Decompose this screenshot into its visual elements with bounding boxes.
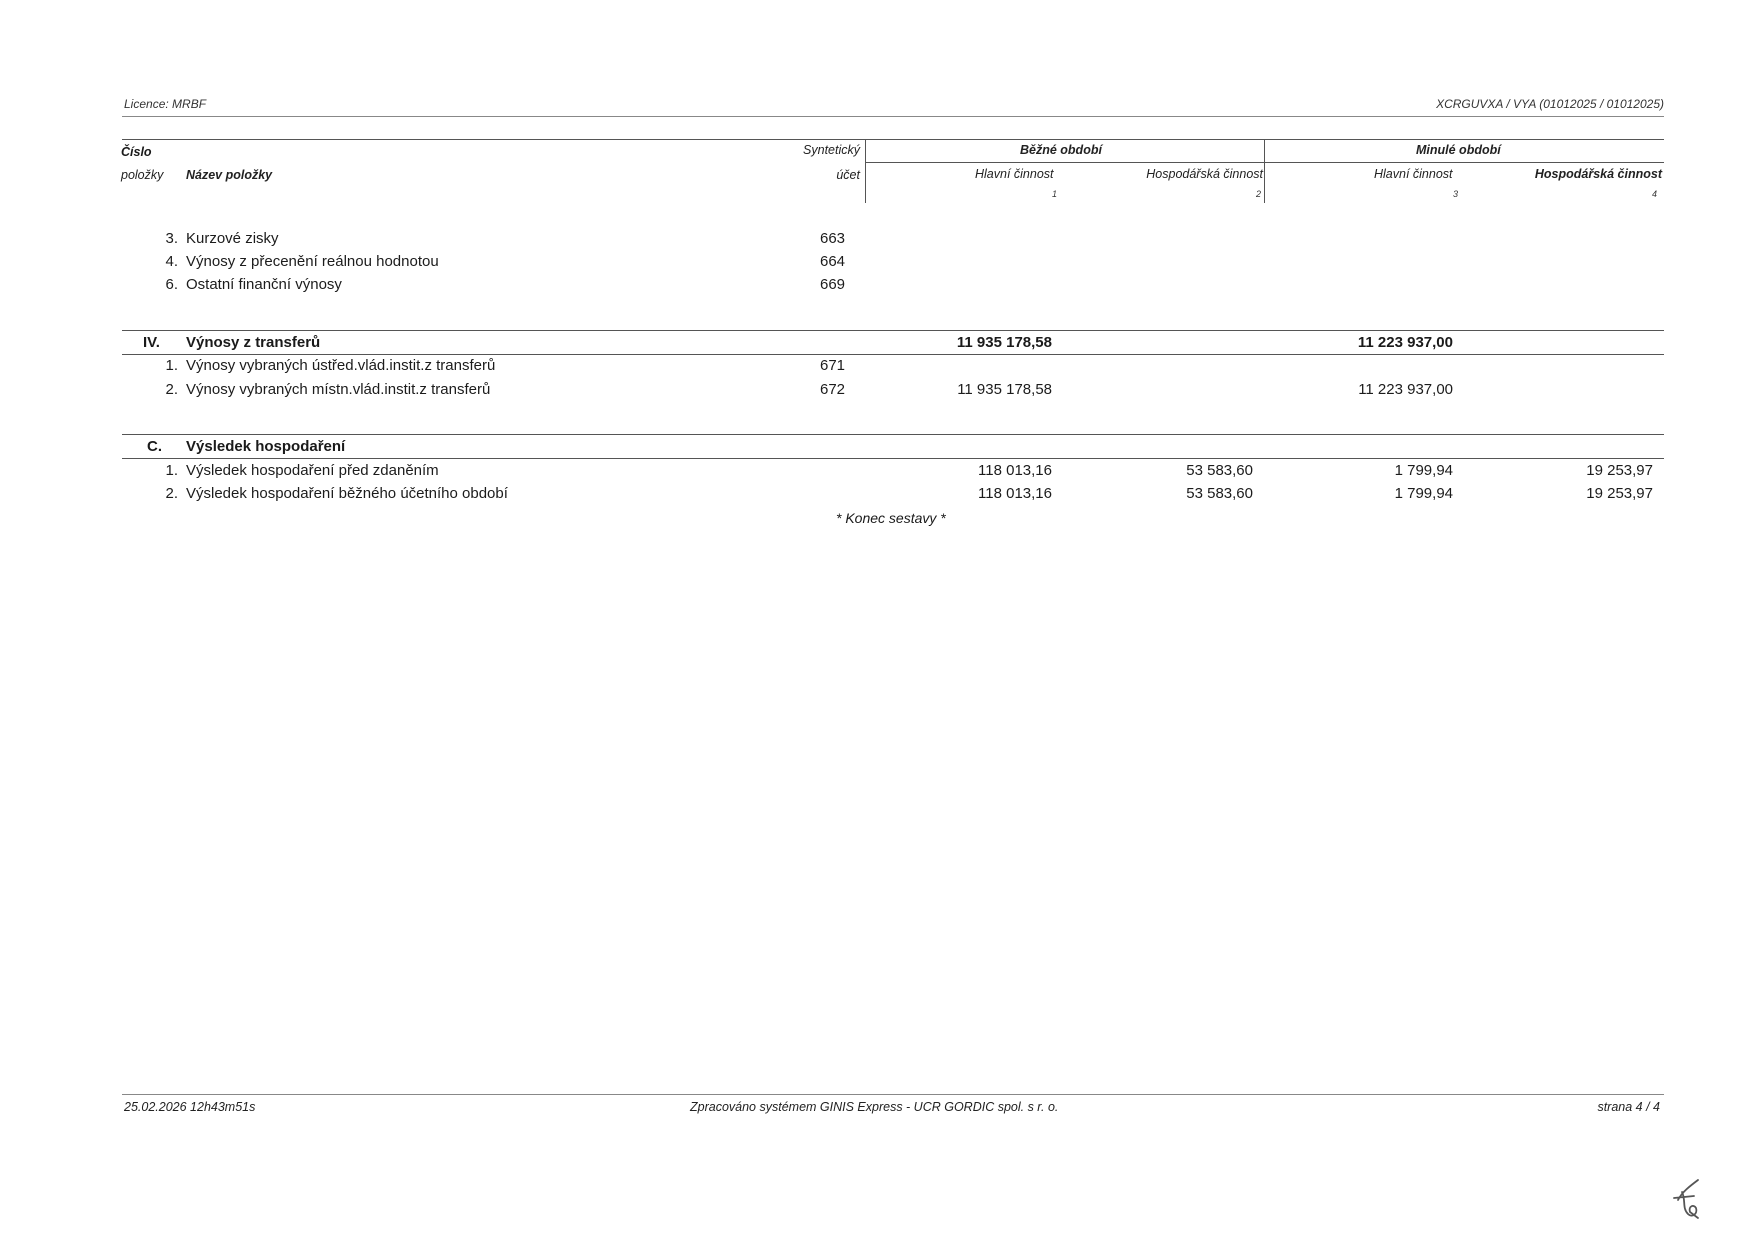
row-number: 4. [165, 253, 178, 270]
section-title: Výsledek hospodaření [186, 438, 346, 455]
row-value-bezne: 11 935 178,58 [957, 381, 1052, 398]
row-number: 3. [165, 230, 178, 247]
row-value-hlavni-minule: 1 799,94 [1394, 462, 1453, 479]
col-header-polozky: položky [121, 168, 164, 182]
section-number: IV. [143, 334, 160, 351]
row-name: Výnosy vybraných ústřed.vlád.instit.z transferů [186, 357, 496, 374]
col-header-hosp-2: Hospodářská činnost [1146, 167, 1263, 181]
report-code: XCRGUVXA / VYA (01012025 / 01012025) [1436, 97, 1664, 111]
col-header-bezne: Běžné období [1020, 143, 1102, 157]
section-total-bezne: 11 935 178,58 [956, 334, 1052, 351]
row-number: 6. [165, 276, 178, 293]
row-value-hlavni-minule: 1 799,94 [1394, 485, 1453, 502]
table-top-rule [122, 139, 1664, 140]
row-account: 663 [820, 230, 846, 247]
handwritten-signature [1668, 1174, 1708, 1222]
row-value-hlavni-bezne: 118 013,16 [978, 462, 1052, 479]
row-account: 669 [820, 276, 846, 293]
row-name: Výnosy vybraných místn.vlád.instit.z transferů [186, 381, 491, 398]
row-name: Výsledek hospodaření běžného účetního období [186, 485, 508, 502]
col-number-1: 1 [1052, 189, 1058, 199]
col-header-hlavni-1: Hlavní činnost [975, 167, 1054, 181]
header-rule [122, 116, 1664, 117]
col-number-3: 3 [1453, 189, 1459, 199]
col-header-cislo: Číslo [121, 145, 152, 159]
row-number: 2. [165, 381, 178, 398]
col-header-syntet: Syntetický [803, 143, 860, 157]
section-total-minule: 11 223 937,00 [1357, 334, 1453, 351]
row-account: 664 [820, 253, 846, 270]
col-header-minule: Minulé období [1416, 143, 1501, 157]
row-value-hlavni-bezne: 118 013,16 [978, 485, 1052, 502]
col-header-hosp-4: Hospodářská činnost [1534, 167, 1662, 181]
licence-label: Licence: MRBF [124, 97, 207, 111]
row-account: 671 [820, 357, 846, 374]
col-header-hlavni-3: Hlavní činnost [1374, 167, 1453, 181]
row-value-hosp-bezne: 53 583,60 [1186, 485, 1253, 502]
row-name: Výnosy z přecenění reálnou hodnotou [186, 253, 439, 270]
row-value-hosp-bezne: 53 583,60 [1186, 462, 1253, 479]
footer-timestamp: 25.02.2026 12h43m51s [124, 1100, 256, 1114]
row-number: 2. [165, 485, 178, 502]
col-number-4: 4 [1651, 189, 1657, 199]
row-name: Výsledek hospodaření před zdaněním [186, 462, 439, 479]
col-number-2: 2 [1255, 189, 1261, 199]
row-value-minule: 11 223 937,00 [1358, 381, 1453, 398]
section-c-bottom-rule [122, 458, 1664, 459]
section-iv-top-rule [122, 330, 1664, 331]
col-divider-period [1264, 139, 1265, 203]
col-divider-syntet [865, 139, 866, 203]
row-number: 1. [165, 462, 178, 479]
row-name: Ostatní finanční výnosy [186, 276, 342, 293]
footer-rule [122, 1094, 1664, 1095]
section-title: Výnosy z transferů [186, 334, 321, 351]
footer-page-number: strana 4 / 4 [1597, 1100, 1660, 1114]
section-number: C. [147, 438, 162, 455]
row-name: Kurzové zisky [186, 230, 279, 247]
row-account: 672 [820, 381, 846, 398]
end-of-report: * Konec sestavy * [836, 510, 946, 526]
section-c-top-rule [122, 434, 1664, 435]
col-header-nazev: Název položky [186, 168, 273, 182]
row-value-hosp-minule: 19 253,97 [1586, 462, 1653, 479]
row-number: 1. [165, 357, 178, 374]
row-value-hosp-minule: 19 253,97 [1586, 485, 1653, 502]
footer-processed-by: Zpracováno systémem GINIS Express - UCR GORDIC spol. s r. o. [690, 1100, 1059, 1114]
section-iv-bottom-rule [122, 354, 1664, 355]
col-header-ucet: účet [836, 168, 860, 182]
